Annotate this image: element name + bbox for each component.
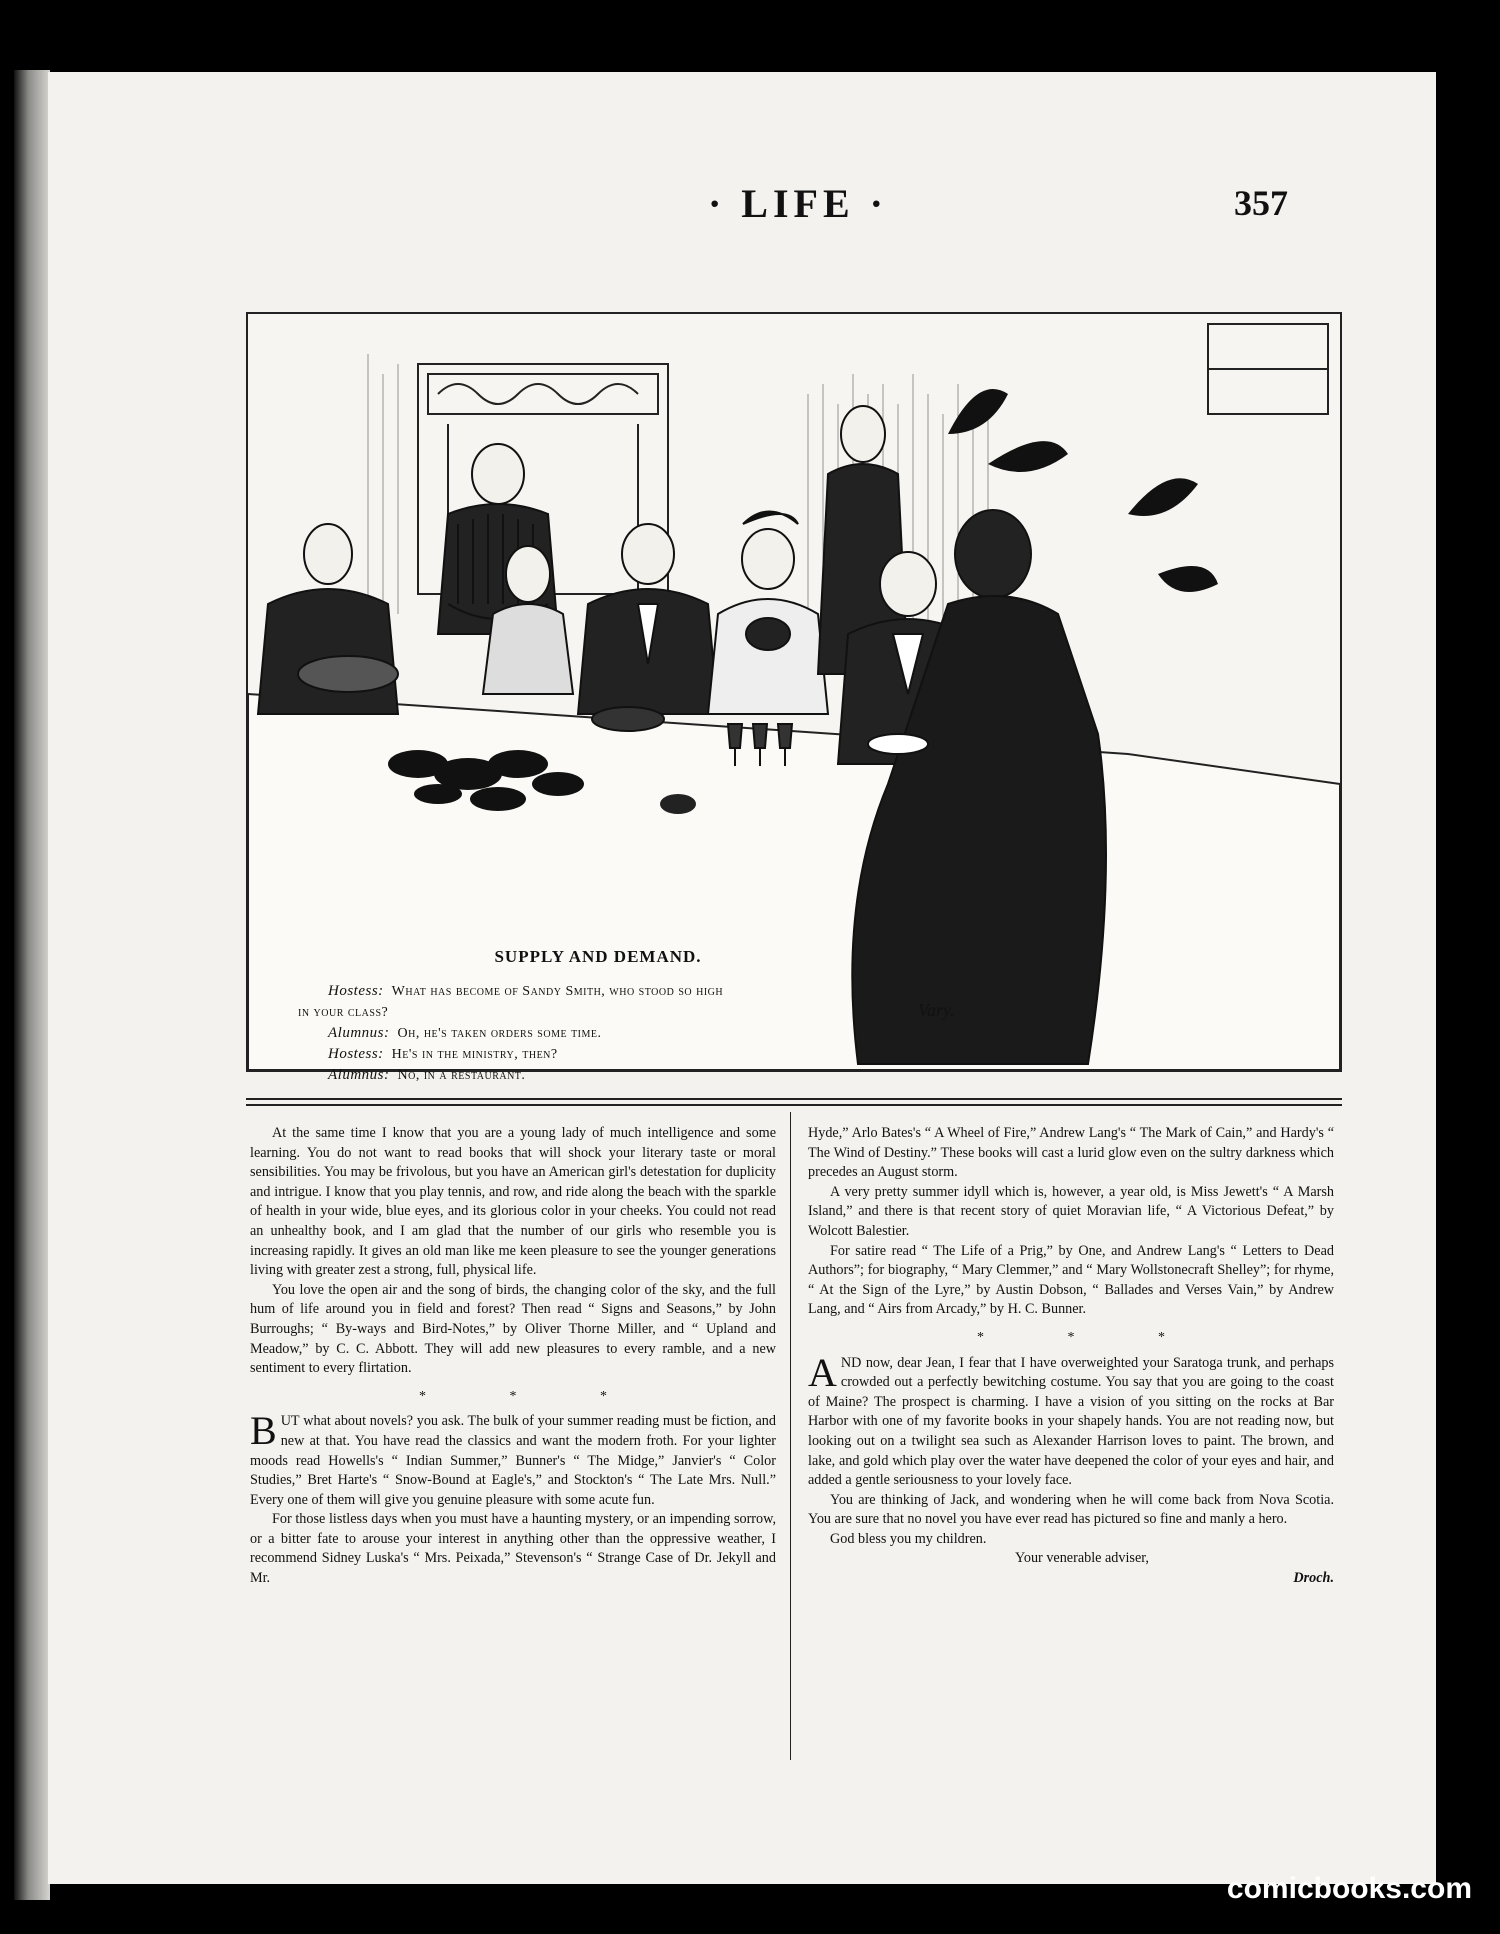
paragraph: A very pretty summer idyll which is, however, a year old, is Miss Jewett's “ A Marsh Island,” and there is that recent story of quiet Moravian life, “ A Victorious Defeat,” by Wolcott Balestier. (808, 1183, 1334, 1239)
article-column-left (250, 1124, 776, 1589)
paragraph (808, 1349, 1334, 1491)
paragraph: You love the open air and the song of birds, the changing color of the sky, and the full hum of life around you in field and forest? Then read “ Signs and Seasons,” by John Burroughs; “ By-ways and Bird-Notes,” by Oliver Thorne Miller, and “ Upland and Meadow,” by C. C. Abbott. They will add new pleasures to every ramble, and a new sentiment to every flirtation. (250, 1281, 776, 1377)
lead-in: UT (280, 1413, 300, 1430)
paragraph: At the same time I know that you are a young lady of much intelligence and some learning. You do not want to read books that will shock your literary taste or moral sensibilities. You may be frivolous, but you have an American girl's detestation for duplicity and intrigue. I know that you play tennis, and row, and ride along the beach with the sparkle of health in your wide, blue eyes, and its glorious color in your cheeks. You could not read an unhealthy book, and I am glad that the number of our girls who resemble you is increasing rapidly. It gives an old man like me keen pleasure to see the younger generations living with greater zest a strong, full, physical life. (250, 1125, 776, 1279)
drop-cap: A (808, 1349, 837, 1395)
cartoon-title: SUPPLY AND DEMAND. (494, 947, 702, 966)
speaker-label: Hostess: (328, 1046, 384, 1062)
speaker-label: Alumnus: (328, 1067, 390, 1083)
dialogue-line (298, 1065, 918, 1086)
dialogue-line (298, 981, 918, 1002)
section-break: * * * (419, 1388, 647, 1404)
dialogue-text: No, in a restaurant. (397, 1068, 526, 1083)
dialogue-text: He's in the ministry, then? (391, 1047, 558, 1062)
dialogue-line (298, 1002, 918, 1023)
magazine-page (48, 72, 1436, 1884)
site-watermark: comicbooks.com (1226, 1872, 1472, 1905)
paragraph: You are thinking of Jack, and wondering when he will come back from Nova Scotia. You are sure that no novel you have ever read has pictured so fine and manly a hero. (808, 1491, 1334, 1528)
section-rule-bottom (246, 1104, 1342, 1106)
author-signature: Droch. (1293, 1570, 1334, 1587)
paragraph: For those listless days when you must have a haunting mystery, or an impending sorrow, or a bitter fate to arouse your interest in anything other than the oppressive weather, I recommend Sidney Luska's “ Mrs. Peixada,” Stevenson's “ Strange Case of Dr. Jekyll and Mr. (250, 1511, 776, 1587)
book-gutter (14, 70, 50, 1900)
column-divider (790, 1112, 791, 1760)
signoff: Your venerable adviser, (1015, 1550, 1149, 1567)
dialogue-text: in your class? (298, 1005, 389, 1020)
artist-signature: Vary. (918, 1000, 955, 1020)
page-header (48, 180, 1436, 240)
magazine-title: · LIFE · (707, 181, 889, 226)
section-break: * * * (977, 1329, 1205, 1345)
dialogue-line (298, 1023, 918, 1044)
cartoon-illustration (246, 312, 1342, 1083)
dialogue-text: What has become of Sandy Smith, who stood so high (391, 984, 724, 999)
paragraph: For satire read “ The Life of a Prig,” by One, and Andrew Lang's “ Letters to Dead Authors”; for biography, “ Mary Clemmer,” and “ Mary Wollstonecraft Shelley”; for rhyme, “ At the Sign of the Lyre,” by Austin Dobson, “ Ballades and Verses Vain,” by Andrew Lang, and “ Airs from Arcady,” by H. C. Bunner. (808, 1242, 1334, 1318)
lead-in: ND (840, 1354, 862, 1371)
dialogue-text: Oh, he's taken orders some time. (397, 1026, 602, 1041)
page-number: 357 (1234, 183, 1288, 223)
article-column-right (808, 1124, 1334, 1589)
paragraph (250, 1408, 776, 1510)
paragraph: Hyde,” Arlo Bates's “ A Wheel of Fire,” Andrew Lang's “ The Mark of Cain,” and Hardy's “ The Wind of Destiny.” These books will cast a lurid glow even on the sultry darkness which precedes an August storm. (808, 1125, 1334, 1181)
cartoon-caption (298, 946, 918, 1086)
speaker-label: Alumnus: (328, 1025, 390, 1041)
dialogue-line (298, 1044, 918, 1065)
speaker-label: Hostess: (328, 983, 384, 999)
section-rule-top (246, 1098, 1342, 1100)
drop-cap: B (250, 1408, 277, 1454)
paragraph-text: what about novels? you ask. The bulk of your summer reading must be fiction, and new at that. You have read the classics and want the modern froth. For your lighter moods read Howells's “ Indian Summer,” Bunner's “ The Midge,” Janvier's “ Color Studies,” Bret Harte's “ Snow-Bound at Eagle's,” and Stockton's “ The Late Mrs. Null.” Every one of them will give you genuine pleasure with some acute fun. (250, 1413, 776, 1508)
paragraph: God bless you my children. (830, 1530, 987, 1547)
paragraph-text: now, dear Jean, I fear that I have overweighted your Saratoga trunk, and perhaps crowded out a perfectly bewitching costume. You say that you are going to the coast of Maine? The prospect is charming. I have a vision of you sitting on the rocks at Bar Harbor with one of my favorite books in your shapely hands. You are not reading now, but looking out on a twilight sea such as Alexander Harrison loves to paint. The brown, and lake, and gold which play over the water have deepened the color of your eyes and hair, and added a gentle seriousness to your lovely face. (808, 1354, 1334, 1489)
